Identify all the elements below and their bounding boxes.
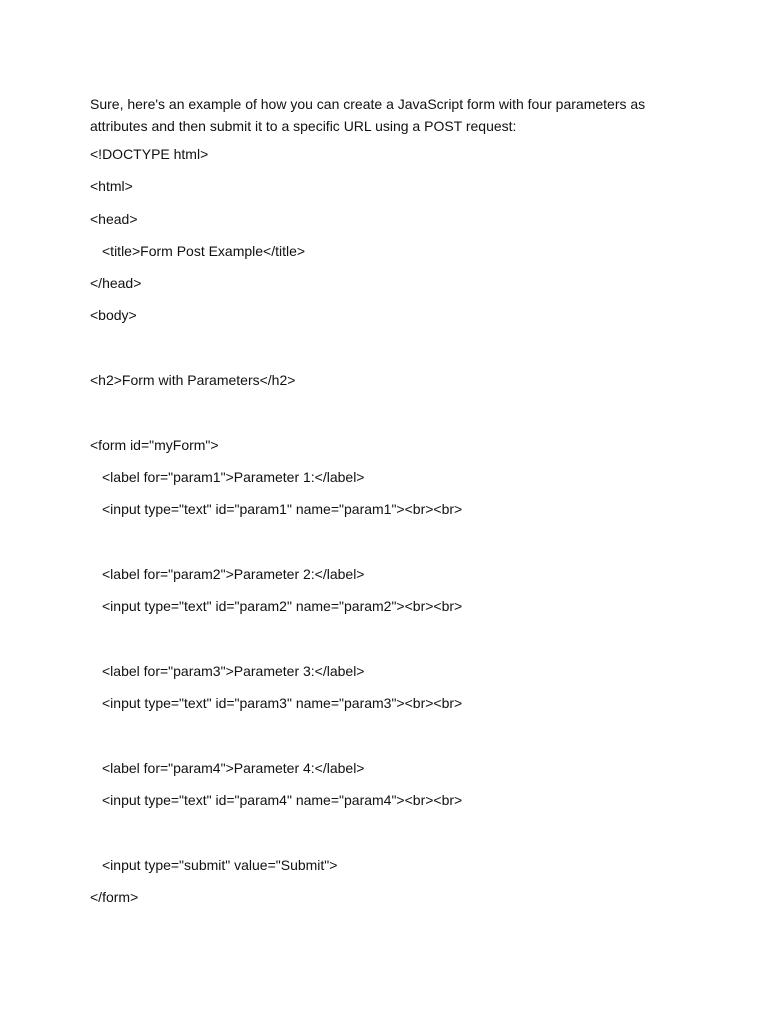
code-line: <form id="myForm"> xyxy=(90,436,219,453)
code-line: <label for="param3">Parameter 3:</label> xyxy=(102,662,365,679)
code-line: </head> xyxy=(90,275,142,292)
code-line: <input type="text" id="param2" name="param2"><br><br> xyxy=(102,598,463,615)
code-line: <label for="param1">Parameter 1:</label> xyxy=(102,468,365,485)
blank-line xyxy=(90,534,690,551)
code-line: <input type="text" id="param1" name="param1"><br><br> xyxy=(102,501,463,518)
code-line: <label for="param4">Parameter 4:</label> xyxy=(102,759,365,776)
code-line: <h2>Form with Parameters</h2> xyxy=(90,372,296,389)
code-line: </form> xyxy=(90,888,139,905)
code-line: <!DOCTYPE html> xyxy=(90,146,209,162)
code-line: <html> xyxy=(90,178,133,195)
blank-line xyxy=(90,824,690,841)
document-body xyxy=(90,93,690,921)
blank-line xyxy=(90,340,690,357)
code-line: <body> xyxy=(90,307,137,324)
intro-paragraph: Sure, here's an example of how you can create a JavaScript form with four parameters as attributes and then submit it to a specific URL using a POST request: xyxy=(90,96,646,134)
blank-line xyxy=(90,630,690,647)
blank-line xyxy=(90,404,690,421)
code-line: <input type="text" id="param3" name="param3"><br><br> xyxy=(102,695,463,712)
code-line: <title>Form Post Example</title> xyxy=(102,242,306,259)
code-line: <label for="param2">Parameter 2:</label> xyxy=(102,565,365,582)
blank-line xyxy=(90,727,690,744)
code-line: <input type="text" id="param4" name="param4"><br><br> xyxy=(102,791,463,808)
code-line: <input type="submit" value="Submit"> xyxy=(102,856,338,873)
code-line: <head> xyxy=(90,210,138,227)
